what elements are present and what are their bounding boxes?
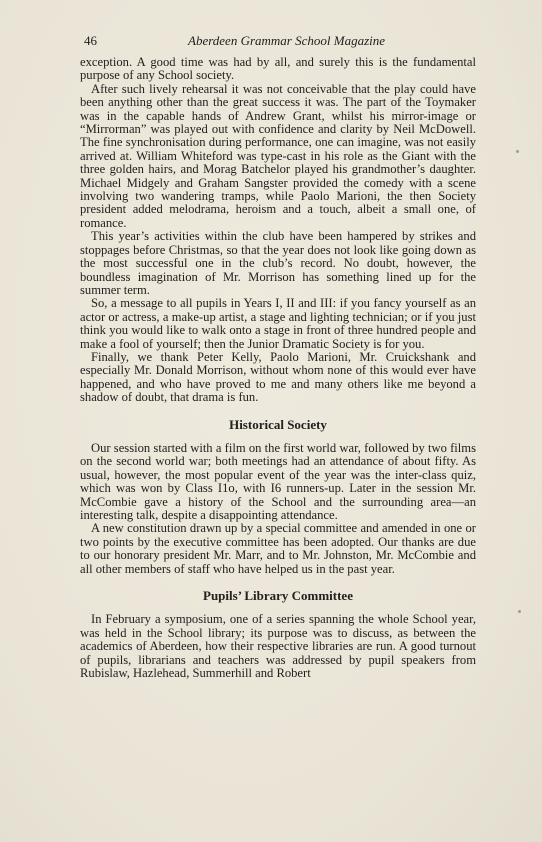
running-title: Aberdeen Grammar School Magazine: [188, 33, 386, 48]
paragraph: After such lively rehearsal it was not conceivable that the play could have been anything other than the great success it was. The part of the Toymaker was in the capable hands of Andrew Grant, whilst his mirror-image or “Mirrorman” was played out with confidence and clarity by Neil McDowell. The fine synchronisation during performance, one can imagine, was not easily arrived at. William Whiteford was type-cast in his role as the Giant with the three golden hairs, and Morag Batchelor played his grandmother’s daughter. Michael Midgely and Graham Sangster provided the comedy with a scene involving two wandering tramps, while Paolo Marioni, the then Society president added melodrama, heroism and a touch, albeit a small one, of romance.: [80, 81, 476, 230]
paragraph: In February a symposium, one of a series spanning the whole School year, was held in the School library; its purpose was to discuss, as between the academics of Aberdeen, how their respective libraries are run. A good turnout of pupils, librarians and teachers was addressed by pupil speakers from Rubislaw, Hazlehead, Summerhill and Robert: [80, 612, 476, 681]
page-header: [84, 33, 474, 49]
paragraph: This year’s activities within the club have been hampered by strikes and stoppages before Christmas, so that the year does not look like going down as the most successful one in the club’s record. No doubt, however, the boundless imagination of Mr. Morrison has something lined up for the summer term.: [80, 229, 476, 297]
paragraph: Finally, we thank Peter Kelly, Paolo Marioni, Mr. Cruickshank and especially Mr. Donald Morrison, without whom none of this would ever have happened, and who have proved to me and many others like me beyond a shadow of doubt, that drama is fun.: [80, 349, 476, 405]
page-number: 46: [84, 33, 97, 48]
paragraph: So, a message to all pupils in Years I, II and III: if you fancy yourself as an actor or actress, a make-up artist, a stage and lighting technician; or if you just think you would like to walk onto a stage in front of three hundred people and make a fool of yourself; then the Junior Dramatic Society is for you.: [80, 296, 476, 351]
paper-speck: [518, 610, 521, 613]
section-heading-pupils-library-committee: Pupils’ Library Committee: [203, 588, 353, 604]
paragraph: A new constitution drawn up by a special committee and amended in one or two points by the executive committee has been adopted. Our thanks are due to our honorary president Mr. Marr, and to Mr. Johnston, Mr. McCombie and all other members of staff who have helped us in the past year.: [80, 521, 476, 576]
paragraph: Our session started with a film on the first world war, followed by two films on the second world war; both meetings had an attendance of about fifty. As usual, however, the most popular event of the year was the inter-class quiz, which was won by Class I1o, with I6 runners-up. Later in the session Mr. McCombie gave a history of the School and the surrounding area—an interesting talk, despite a disappointing attendance.: [80, 440, 476, 522]
section-heading-historical-society: Historical Society: [229, 416, 327, 432]
paragraph: exception. A good time was had by all, and surely this is the fundamental purpose of any School society.: [80, 55, 476, 83]
article-body: [80, 56, 476, 680]
paper-speck: [516, 150, 519, 153]
